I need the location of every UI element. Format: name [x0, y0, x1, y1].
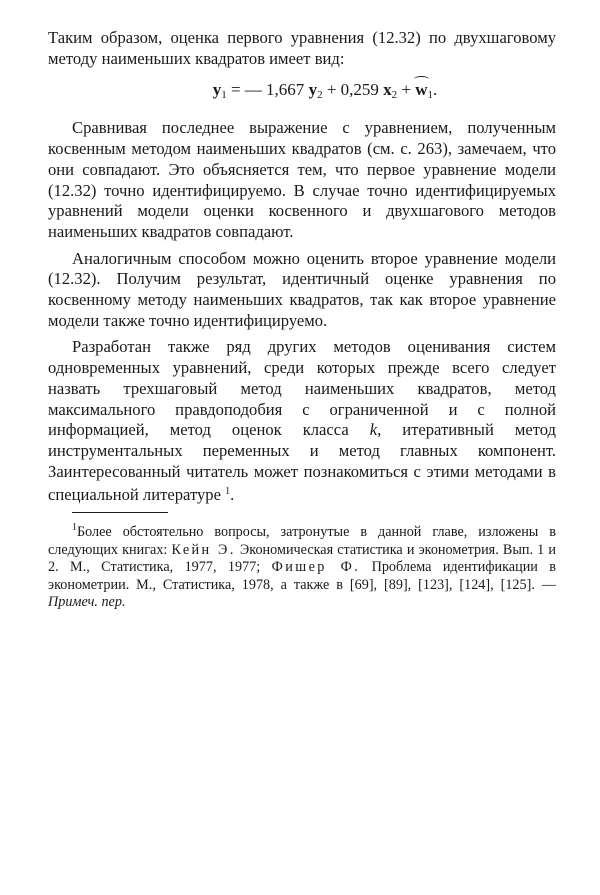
footnote: [48, 519, 556, 612]
equation-plus: +: [397, 80, 416, 100]
page-content: [48, 28, 556, 612]
equation-y1-subscript: 1: [221, 89, 227, 102]
equation-x2-subscript: 2: [391, 89, 398, 102]
paragraph-other-methods-end: .: [230, 485, 235, 505]
equation-coef2: + 0,259: [322, 80, 384, 100]
footnote-translator-note: Примеч. пер.: [48, 594, 126, 611]
footnote-divider: [72, 512, 168, 513]
paragraph-other-methods: [48, 337, 556, 506]
paragraph-second-equation: Аналогичным способом можно оценить второе уравнение модели (12.32). Получим результат, идентичный оценке уравнения по косвенному методу наименьших квадратов, так как второе уравнение модели также точно идентифицируемо.: [48, 248, 556, 330]
footnote-mark: 1: [72, 522, 77, 534]
footnote-author-1: Кейн Э.: [171, 541, 236, 558]
paragraph-comparison: Сравнивая последнее выражение с уравнением, полученным косвенным методом наименьших квадратов (см. с. 263), замечаем, что они совпадают. Это объясняется тем, что первое уравнение модели (12.32) точно идентифицируемо. В случае точно идентифицируемых уравнений модели оценки косвенного и двухшагового методов наименьших квадратов совпадают.: [48, 118, 556, 241]
paragraph-intro: Таким образом, оценка первого уравнения (12.32) по двухшаговому методу наименьших квадратов имеет вид:: [48, 28, 556, 68]
equation-y2: y: [308, 80, 318, 100]
footnote-text-2: Экономическая статистика и эконометрия. Вып. 1 и 2. М., Статистика, 1977, 1977;: [48, 541, 556, 576]
equation-end: .: [433, 80, 438, 100]
footnote-reference: 1: [225, 486, 231, 498]
paragraph-other-methods-text-1: Разработан также ряд других методов оценивания систем одновременных уравнений, среди которых прежде всего следует назвать трехшаговый метод наименьших квадратов, метод максимального правдоподобия с ограниченной и с полной информацией, метод оценок класса: [48, 337, 556, 440]
footnote-text-1: Более обстоятельно вопросы, затронутые в данной главе, изложены в следующих книгах:: [48, 524, 556, 558]
equation-y1: y: [212, 80, 222, 100]
footnote-author-2: Фишер Ф.: [271, 559, 361, 576]
equation-x2: x: [383, 80, 392, 100]
paragraph-other-methods-text-2: , итеративный метод инструментальных переменных и метод главных компонент. Заинтересованный читатель может познакомиться с этими методами в специальной литературе: [48, 420, 556, 505]
footnote-text-3: Проблема идентификации в эконометрии. М., Статистика, 1978, а также в [69], [89], [123], [124], [125]. —: [48, 559, 556, 593]
equation: [48, 79, 556, 106]
equation-w1-subscript: 1: [427, 89, 434, 102]
equation-w1-hat: w: [415, 80, 428, 100]
class-k-variable: k: [369, 420, 378, 440]
equation-coef1: = — 1,667: [226, 80, 309, 100]
equation-y2-subscript: 2: [317, 89, 323, 102]
